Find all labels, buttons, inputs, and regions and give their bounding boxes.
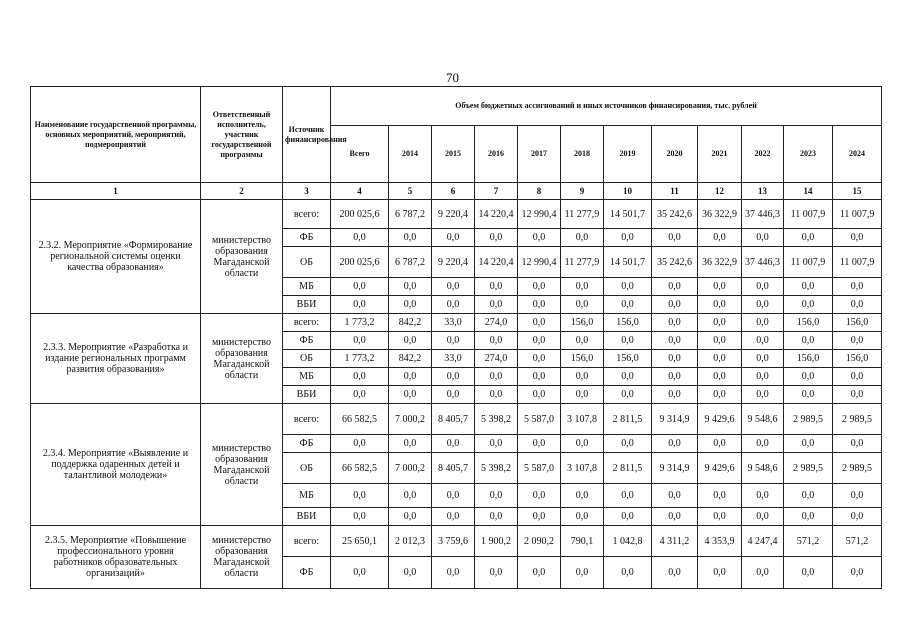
year-value-cell: 0,0 — [652, 508, 698, 526]
year-value-cell: 1 042,8 — [604, 526, 652, 557]
year-value-cell: 2 989,5 — [833, 453, 882, 484]
total-cell: 0,0 — [331, 508, 389, 526]
year-value-cell: 0,0 — [389, 386, 432, 404]
executor-name: министерство образования Магаданской области — [201, 526, 283, 589]
year-value-cell: 842,2 — [389, 314, 432, 332]
total-cell: 0,0 — [331, 484, 389, 508]
year-value-cell: 0,0 — [475, 296, 518, 314]
year-value-cell: 156,0 — [604, 314, 652, 332]
column-number: 14 — [784, 183, 833, 200]
year-value-cell: 0,0 — [475, 229, 518, 247]
column-number: 7 — [475, 183, 518, 200]
funding-source: ФБ — [283, 557, 331, 589]
year-value-cell: 0,0 — [784, 296, 833, 314]
year-value-cell: 0,0 — [389, 332, 432, 350]
year-value-cell: 0,0 — [833, 508, 882, 526]
year-value-cell: 3 107,8 — [561, 404, 604, 435]
header-funding: Объем бюджетных ассигнований и иных источников финансирования, тыс. рублей — [331, 87, 882, 126]
year-value-cell: 0,0 — [833, 332, 882, 350]
year-value-cell: 0,0 — [518, 332, 561, 350]
header-source: Источник финансирования — [283, 87, 331, 183]
table-row — [31, 314, 882, 332]
year-value-cell: 0,0 — [742, 368, 784, 386]
budget-table — [30, 86, 882, 589]
year-value-cell: 0,0 — [833, 278, 882, 296]
total-cell: 0,0 — [331, 296, 389, 314]
year-value-cell: 0,0 — [389, 278, 432, 296]
year-value-cell: 2 989,5 — [784, 453, 833, 484]
year-value-cell: 0,0 — [652, 557, 698, 589]
column-number: 3 — [283, 183, 331, 200]
year-value-cell: 33,0 — [432, 350, 475, 368]
year-value-cell: 11 007,9 — [784, 200, 833, 229]
year-value-cell: 0,0 — [833, 386, 882, 404]
program-name: 2.3.3. Мероприятие «Разработка и издание региональных программ развития образования» — [31, 314, 201, 404]
year-value-cell: 9 220,4 — [432, 200, 475, 229]
year-value-cell: 5 587,0 — [518, 404, 561, 435]
year-value-cell: 0,0 — [604, 484, 652, 508]
header-total: Всего — [331, 126, 389, 183]
year-value-cell: 0,0 — [833, 484, 882, 508]
total-cell: 25 650,1 — [331, 526, 389, 557]
year-value-cell: 156,0 — [561, 350, 604, 368]
year-value-cell: 0,0 — [389, 484, 432, 508]
year-value-cell: 0,0 — [561, 332, 604, 350]
year-value-cell: 0,0 — [698, 229, 742, 247]
header-year-2017: 2017 — [518, 126, 561, 183]
year-value-cell: 156,0 — [833, 314, 882, 332]
year-value-cell: 9 314,9 — [652, 453, 698, 484]
year-value-cell: 0,0 — [604, 296, 652, 314]
year-value-cell: 35 242,6 — [652, 247, 698, 278]
year-value-cell: 0,0 — [604, 229, 652, 247]
table-row — [31, 200, 882, 229]
year-value-cell: 0,0 — [698, 484, 742, 508]
year-value-cell: 0,0 — [561, 435, 604, 453]
year-value-cell: 5 587,0 — [518, 453, 561, 484]
total-cell: 66 582,5 — [331, 453, 389, 484]
column-number: 10 — [604, 183, 652, 200]
column-number: 2 — [201, 183, 283, 200]
year-value-cell: 0,0 — [389, 508, 432, 526]
year-value-cell: 0,0 — [561, 278, 604, 296]
year-value-cell: 0,0 — [784, 508, 833, 526]
year-value-cell: 14 220,4 — [475, 200, 518, 229]
year-value-cell: 0,0 — [833, 229, 882, 247]
year-value-cell: 790,1 — [561, 526, 604, 557]
column-number: 5 — [389, 183, 432, 200]
year-value-cell: 0,0 — [698, 350, 742, 368]
funding-source: ФБ — [283, 229, 331, 247]
year-value-cell: 274,0 — [475, 314, 518, 332]
total-cell: 66 582,5 — [331, 404, 389, 435]
year-value-cell: 0,0 — [432, 508, 475, 526]
year-value-cell: 0,0 — [432, 278, 475, 296]
year-value-cell: 2 090,2 — [518, 526, 561, 557]
year-value-cell: 0,0 — [518, 484, 561, 508]
year-value-cell: 0,0 — [518, 350, 561, 368]
year-value-cell: 0,0 — [604, 332, 652, 350]
column-number: 12 — [698, 183, 742, 200]
header-year-2020: 2020 — [652, 126, 698, 183]
year-value-cell: 11 007,9 — [784, 247, 833, 278]
program-name: 2.3.5. Мероприятие «Повышение профессионального уровня работников образовательных организаций» — [31, 526, 201, 589]
year-value-cell: 0,0 — [833, 368, 882, 386]
year-value-cell: 0,0 — [432, 296, 475, 314]
year-value-cell: 156,0 — [561, 314, 604, 332]
year-value-cell: 14 501,7 — [604, 247, 652, 278]
header-year-2021: 2021 — [698, 126, 742, 183]
year-value-cell: 0,0 — [518, 368, 561, 386]
year-value-cell: 0,0 — [432, 557, 475, 589]
year-value-cell: 0,0 — [784, 368, 833, 386]
funding-source: МБ — [283, 368, 331, 386]
year-value-cell: 9 429,6 — [698, 404, 742, 435]
year-value-cell: 11 007,9 — [833, 200, 882, 229]
year-value-cell: 9 429,6 — [698, 453, 742, 484]
year-value-cell: 35 242,6 — [652, 200, 698, 229]
funding-source: ФБ — [283, 332, 331, 350]
year-value-cell: 0,0 — [784, 484, 833, 508]
year-value-cell: 156,0 — [784, 314, 833, 332]
year-value-cell: 2 811,5 — [604, 404, 652, 435]
year-value-cell: 0,0 — [475, 368, 518, 386]
funding-source: всего: — [283, 404, 331, 435]
year-value-cell: 14 220,4 — [475, 247, 518, 278]
year-value-cell: 0,0 — [784, 278, 833, 296]
year-value-cell: 0,0 — [389, 368, 432, 386]
header-year-2024: 2024 — [833, 126, 882, 183]
year-value-cell: 0,0 — [742, 350, 784, 368]
year-value-cell: 0,0 — [561, 508, 604, 526]
year-value-cell: 0,0 — [475, 332, 518, 350]
year-value-cell: 156,0 — [784, 350, 833, 368]
year-value-cell: 5 398,2 — [475, 453, 518, 484]
year-value-cell: 0,0 — [389, 435, 432, 453]
year-value-cell: 11 277,9 — [561, 247, 604, 278]
year-value-cell: 0,0 — [652, 229, 698, 247]
year-value-cell: 0,0 — [652, 484, 698, 508]
header-year-2016: 2016 — [475, 126, 518, 183]
year-value-cell: 0,0 — [604, 435, 652, 453]
year-value-cell: 11 277,9 — [561, 200, 604, 229]
year-value-cell: 0,0 — [432, 332, 475, 350]
year-value-cell: 0,0 — [561, 386, 604, 404]
year-value-cell: 4 353,9 — [698, 526, 742, 557]
year-value-cell: 0,0 — [518, 557, 561, 589]
year-value-cell: 0,0 — [698, 368, 742, 386]
year-value-cell: 0,0 — [652, 332, 698, 350]
year-value-cell: 8 405,7 — [432, 404, 475, 435]
year-value-cell: 0,0 — [561, 557, 604, 589]
total-cell: 0,0 — [331, 368, 389, 386]
funding-source: ОБ — [283, 247, 331, 278]
column-number: 4 — [331, 183, 389, 200]
total-cell: 1 773,2 — [331, 350, 389, 368]
year-value-cell: 571,2 — [833, 526, 882, 557]
year-value-cell: 0,0 — [475, 386, 518, 404]
year-value-cell: 0,0 — [561, 229, 604, 247]
funding-source: всего: — [283, 314, 331, 332]
year-value-cell: 0,0 — [833, 296, 882, 314]
year-value-cell: 0,0 — [389, 296, 432, 314]
year-value-cell: 4 247,4 — [742, 526, 784, 557]
year-value-cell: 0,0 — [652, 368, 698, 386]
year-value-cell: 0,0 — [518, 314, 561, 332]
column-numbers-row — [31, 183, 882, 200]
year-value-cell: 9 548,6 — [742, 404, 784, 435]
year-value-cell: 0,0 — [561, 484, 604, 508]
year-value-cell: 0,0 — [742, 278, 784, 296]
program-name: 2.3.4. Мероприятие «Выявление и поддержка одаренных детей и талантливой молодежи» — [31, 404, 201, 526]
year-value-cell: 1 900,2 — [475, 526, 518, 557]
year-value-cell: 0,0 — [432, 435, 475, 453]
year-value-cell: 571,2 — [784, 526, 833, 557]
executor-name: министерство образования Магаданской области — [201, 200, 283, 314]
total-cell: 0,0 — [331, 229, 389, 247]
year-value-cell: 0,0 — [698, 508, 742, 526]
year-value-cell: 0,0 — [518, 508, 561, 526]
year-value-cell: 0,0 — [652, 296, 698, 314]
funding-source: МБ — [283, 484, 331, 508]
year-value-cell: 4 311,2 — [652, 526, 698, 557]
year-value-cell: 0,0 — [518, 435, 561, 453]
header-executor: Ответственный исполнитель, участник государственной программы — [201, 87, 283, 183]
funding-source: ВБИ — [283, 386, 331, 404]
column-number: 1 — [31, 183, 201, 200]
column-number: 15 — [833, 183, 882, 200]
year-value-cell: 0,0 — [604, 557, 652, 589]
year-value-cell: 0,0 — [432, 229, 475, 247]
year-value-cell: 8 405,7 — [432, 453, 475, 484]
year-value-cell: 0,0 — [784, 435, 833, 453]
year-value-cell: 0,0 — [475, 557, 518, 589]
year-value-cell: 0,0 — [518, 386, 561, 404]
year-value-cell: 0,0 — [742, 332, 784, 350]
year-value-cell: 0,0 — [561, 368, 604, 386]
total-cell: 200 025,6 — [331, 247, 389, 278]
year-value-cell: 0,0 — [698, 557, 742, 589]
column-number: 13 — [742, 183, 784, 200]
year-value-cell: 0,0 — [698, 386, 742, 404]
year-value-cell: 0,0 — [742, 557, 784, 589]
year-value-cell: 0,0 — [833, 557, 882, 589]
year-value-cell: 0,0 — [784, 557, 833, 589]
year-value-cell: 11 007,9 — [833, 247, 882, 278]
year-value-cell: 0,0 — [604, 278, 652, 296]
funding-source: ВБИ — [283, 508, 331, 526]
year-value-cell: 9 548,6 — [742, 453, 784, 484]
year-value-cell: 0,0 — [784, 332, 833, 350]
year-value-cell: 3 107,8 — [561, 453, 604, 484]
header-year-2015: 2015 — [432, 126, 475, 183]
year-value-cell: 37 446,3 — [742, 200, 784, 229]
page-number: 70 — [446, 70, 459, 85]
year-value-cell: 12 990,4 — [518, 247, 561, 278]
table-row — [31, 404, 882, 435]
funding-source: ОБ — [283, 350, 331, 368]
year-value-cell: 33,0 — [432, 314, 475, 332]
year-value-cell: 0,0 — [698, 278, 742, 296]
year-value-cell: 36 322,9 — [698, 200, 742, 229]
year-value-cell: 0,0 — [432, 368, 475, 386]
year-value-cell: 0,0 — [652, 314, 698, 332]
header-program: Наименование государственной программы, основных мероприятий, мероприятий, подмероприятий — [31, 87, 201, 183]
year-value-cell: 12 990,4 — [518, 200, 561, 229]
total-cell: 1 773,2 — [331, 314, 389, 332]
year-value-cell: 2 989,5 — [784, 404, 833, 435]
year-value-cell: 0,0 — [475, 484, 518, 508]
year-value-cell: 0,0 — [698, 332, 742, 350]
column-number: 9 — [561, 183, 604, 200]
year-value-cell: 2 811,5 — [604, 453, 652, 484]
year-value-cell: 0,0 — [475, 508, 518, 526]
funding-source: ВБИ — [283, 296, 331, 314]
year-value-cell: 0,0 — [784, 386, 833, 404]
year-value-cell: 0,0 — [604, 386, 652, 404]
year-value-cell: 0,0 — [518, 278, 561, 296]
table-row — [31, 526, 882, 557]
year-value-cell: 0,0 — [652, 278, 698, 296]
year-value-cell: 0,0 — [742, 296, 784, 314]
year-value-cell: 2 989,5 — [833, 404, 882, 435]
total-cell: 0,0 — [331, 557, 389, 589]
year-value-cell: 36 322,9 — [698, 247, 742, 278]
year-value-cell: 0,0 — [604, 368, 652, 386]
year-value-cell: 6 787,2 — [389, 200, 432, 229]
year-value-cell: 0,0 — [389, 229, 432, 247]
year-value-cell: 0,0 — [518, 229, 561, 247]
year-value-cell: 3 759,6 — [432, 526, 475, 557]
funding-source: ОБ — [283, 453, 331, 484]
year-value-cell: 0,0 — [652, 435, 698, 453]
year-value-cell: 14 501,7 — [604, 200, 652, 229]
total-cell: 200 025,6 — [331, 200, 389, 229]
year-value-cell: 0,0 — [742, 229, 784, 247]
year-value-cell: 0,0 — [698, 435, 742, 453]
executor-name: министерство образования Магаданской области — [201, 314, 283, 404]
year-value-cell: 842,2 — [389, 350, 432, 368]
header-year-2022: 2022 — [742, 126, 784, 183]
year-value-cell: 0,0 — [742, 508, 784, 526]
total-cell: 0,0 — [331, 278, 389, 296]
header-year-2023: 2023 — [784, 126, 833, 183]
year-value-cell: 0,0 — [652, 386, 698, 404]
header-year-2019: 2019 — [604, 126, 652, 183]
year-value-cell: 2 012,3 — [389, 526, 432, 557]
total-cell: 0,0 — [331, 332, 389, 350]
year-value-cell: 7 000,2 — [389, 453, 432, 484]
year-value-cell: 6 787,2 — [389, 247, 432, 278]
year-value-cell: 7 000,2 — [389, 404, 432, 435]
funding-source: ФБ — [283, 435, 331, 453]
year-value-cell: 0,0 — [698, 314, 742, 332]
header-year-2018: 2018 — [561, 126, 604, 183]
funding-source: всего: — [283, 526, 331, 557]
year-value-cell: 0,0 — [742, 314, 784, 332]
year-value-cell: 0,0 — [561, 296, 604, 314]
year-value-cell: 9 314,9 — [652, 404, 698, 435]
header-year-2014: 2014 — [389, 126, 432, 183]
year-value-cell: 156,0 — [604, 350, 652, 368]
year-value-cell: 0,0 — [389, 557, 432, 589]
year-value-cell: 0,0 — [432, 484, 475, 508]
year-value-cell: 0,0 — [518, 296, 561, 314]
total-cell: 0,0 — [331, 435, 389, 453]
year-value-cell: 37 446,3 — [742, 247, 784, 278]
year-value-cell: 0,0 — [742, 435, 784, 453]
year-value-cell: 0,0 — [652, 350, 698, 368]
funding-source: всего: — [283, 200, 331, 229]
year-value-cell: 0,0 — [742, 386, 784, 404]
column-number: 6 — [432, 183, 475, 200]
column-number: 8 — [518, 183, 561, 200]
year-value-cell: 0,0 — [604, 508, 652, 526]
year-value-cell: 0,0 — [475, 435, 518, 453]
program-name: 2.3.2. Мероприятие «Формирование региональной системы оценки качества образования» — [31, 200, 201, 314]
year-value-cell: 0,0 — [784, 229, 833, 247]
year-value-cell: 274,0 — [475, 350, 518, 368]
column-number: 11 — [652, 183, 698, 200]
year-value-cell: 0,0 — [698, 296, 742, 314]
year-value-cell: 5 398,2 — [475, 404, 518, 435]
year-value-cell: 156,0 — [833, 350, 882, 368]
year-value-cell: 0,0 — [742, 484, 784, 508]
year-value-cell: 0,0 — [475, 278, 518, 296]
year-value-cell: 9 220,4 — [432, 247, 475, 278]
executor-name: министерство образования Магаданской области — [201, 404, 283, 526]
year-value-cell: 0,0 — [833, 435, 882, 453]
funding-source: МБ — [283, 278, 331, 296]
year-value-cell: 0,0 — [432, 386, 475, 404]
total-cell: 0,0 — [331, 386, 389, 404]
